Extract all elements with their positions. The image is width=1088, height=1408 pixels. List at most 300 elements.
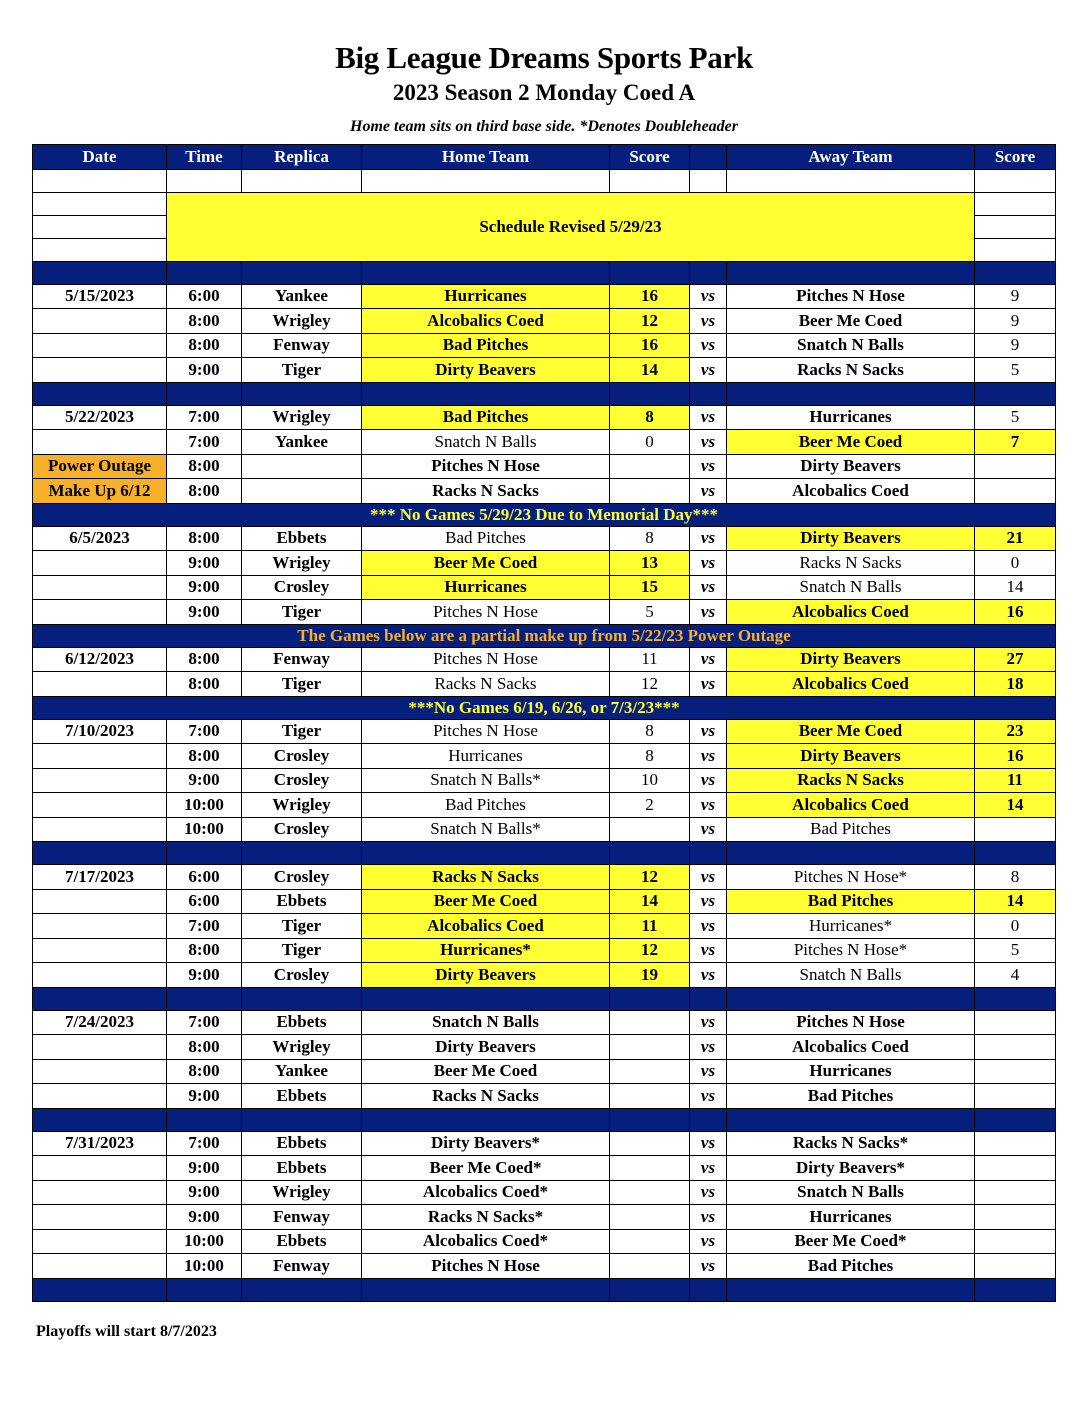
- home-team: Snatch N Balls: [362, 1010, 610, 1035]
- home-team: Snatch N Balls: [362, 430, 610, 455]
- away-team: Beer Me Coed: [727, 430, 975, 455]
- home-score: 12: [610, 938, 690, 963]
- header-away-score: Score: [975, 145, 1056, 170]
- away-score: 18: [975, 672, 1056, 697]
- game-replica: Fenway: [242, 647, 362, 672]
- game-replica: Tiger: [242, 938, 362, 963]
- home-score: 8: [610, 719, 690, 744]
- game-replica: Ebbets: [242, 1084, 362, 1109]
- game-time: 9:00: [167, 551, 242, 576]
- game-time: 8:00: [167, 454, 242, 479]
- game-replica: Ebbets: [242, 1010, 362, 1035]
- game-replica: Tiger: [242, 914, 362, 939]
- home-team: Alcobalics Coed: [362, 309, 610, 334]
- home-score: 16: [610, 333, 690, 358]
- away-team: Alcobalics Coed: [727, 479, 975, 504]
- away-score: [975, 1156, 1056, 1181]
- cell: [33, 215, 167, 238]
- home-score: 8: [610, 405, 690, 430]
- game-replica: Wrigley: [242, 551, 362, 576]
- game-time: 7:00: [167, 430, 242, 455]
- game-date: [33, 1156, 167, 1181]
- page-title: Big League Dreams Sports Park: [335, 40, 753, 75]
- game-row: [33, 793, 1056, 818]
- game-time: 8:00: [167, 479, 242, 504]
- away-team: Pitches N Hose: [727, 284, 975, 309]
- cell: [33, 169, 167, 192]
- vs-label: vs: [690, 672, 727, 697]
- home-team: Racks N Sacks: [362, 1084, 610, 1109]
- header-home-score: Score: [610, 145, 690, 170]
- vs-label: vs: [690, 575, 727, 600]
- game-replica: Ebbets: [242, 889, 362, 914]
- game-date: [33, 551, 167, 576]
- header-replica: Replica: [242, 145, 362, 170]
- game-time: 9:00: [167, 1205, 242, 1230]
- game-date: [33, 1229, 167, 1254]
- away-team: Pitches N Hose*: [727, 938, 975, 963]
- game-replica: Crosley: [242, 817, 362, 842]
- game-date: Power Outage: [33, 454, 167, 479]
- schedule-table: [32, 144, 1056, 1302]
- home-team: Racks N Sacks*: [362, 1205, 610, 1230]
- game-date: [33, 309, 167, 334]
- home-score: [610, 1084, 690, 1109]
- away-score: 9: [975, 309, 1056, 334]
- away-score: 9: [975, 284, 1056, 309]
- game-replica: [242, 479, 362, 504]
- home-score: [610, 1254, 690, 1279]
- home-score: 14: [610, 358, 690, 383]
- away-score: [975, 1229, 1056, 1254]
- home-score: 19: [610, 963, 690, 988]
- game-time: 7:00: [167, 405, 242, 430]
- away-score: 8: [975, 865, 1056, 890]
- game-row: [33, 1156, 1056, 1181]
- game-date: [33, 914, 167, 939]
- game-date: [33, 963, 167, 988]
- game-date: [33, 1205, 167, 1230]
- cell: [33, 238, 167, 261]
- revised-banner: Schedule Revised 5/29/23: [167, 192, 975, 261]
- header-time: Time: [167, 145, 242, 170]
- home-team: Beer Me Coed: [362, 551, 610, 576]
- home-team: Bad Pitches: [362, 793, 610, 818]
- vs-label: vs: [690, 865, 727, 890]
- separator-row: [33, 1278, 1056, 1301]
- game-replica: Ebbets: [242, 526, 362, 551]
- home-team: Hurricanes: [362, 284, 610, 309]
- game-row: [33, 430, 1056, 455]
- game-replica: Crosley: [242, 865, 362, 890]
- cell: [33, 192, 167, 215]
- home-team: Beer Me Coed: [362, 1059, 610, 1084]
- notice-nogames: ***No Games 6/19, 6/26, or 7/3/23***: [33, 696, 1056, 719]
- vs-label: vs: [690, 358, 727, 383]
- home-score: [610, 1180, 690, 1205]
- home-score: [610, 817, 690, 842]
- vs-label: vs: [690, 719, 727, 744]
- game-date: [33, 575, 167, 600]
- home-team: Alcobalics Coed*: [362, 1180, 610, 1205]
- game-time: 9:00: [167, 1156, 242, 1181]
- away-score: [975, 1180, 1056, 1205]
- game-replica: Wrigley: [242, 793, 362, 818]
- game-time: 10:00: [167, 1254, 242, 1279]
- vs-label: vs: [690, 430, 727, 455]
- game-date: Make Up 6/12: [33, 479, 167, 504]
- home-team: Pitches N Hose: [362, 719, 610, 744]
- away-score: 23: [975, 719, 1056, 744]
- game-replica: Ebbets: [242, 1229, 362, 1254]
- home-team: Snatch N Balls*: [362, 768, 610, 793]
- game-time: 7:00: [167, 719, 242, 744]
- vs-label: vs: [690, 405, 727, 430]
- game-row: [33, 963, 1056, 988]
- home-score: 8: [610, 526, 690, 551]
- game-row: [33, 600, 1056, 625]
- home-score: 8: [610, 744, 690, 769]
- away-team: Hurricanes: [727, 1205, 975, 1230]
- game-date: [33, 793, 167, 818]
- game-date: [33, 1254, 167, 1279]
- home-score: 2: [610, 793, 690, 818]
- game-replica: Fenway: [242, 1254, 362, 1279]
- away-team: Bad Pitches: [727, 889, 975, 914]
- cell: [975, 169, 1056, 192]
- game-date: [33, 1180, 167, 1205]
- game-row: [33, 358, 1056, 383]
- vs-label: vs: [690, 963, 727, 988]
- vs-label: vs: [690, 284, 727, 309]
- home-team: Alcobalics Coed: [362, 914, 610, 939]
- away-score: 0: [975, 914, 1056, 939]
- vs-label: vs: [690, 1035, 727, 1060]
- away-score: [975, 1084, 1056, 1109]
- game-time: 9:00: [167, 1180, 242, 1205]
- home-team: Alcobalics Coed*: [362, 1229, 610, 1254]
- game-row: [33, 1084, 1056, 1109]
- home-score: 12: [610, 672, 690, 697]
- game-row: [33, 1131, 1056, 1156]
- game-row: [33, 284, 1056, 309]
- game-row: [33, 938, 1056, 963]
- home-team: Racks N Sacks: [362, 672, 610, 697]
- home-score: [610, 454, 690, 479]
- away-score: [975, 454, 1056, 479]
- home-score: [610, 479, 690, 504]
- game-time: 8:00: [167, 1059, 242, 1084]
- notice-row-nogames: [33, 696, 1056, 719]
- game-replica: Fenway: [242, 333, 362, 358]
- away-score: 16: [975, 744, 1056, 769]
- game-replica: Crosley: [242, 744, 362, 769]
- game-row: [33, 1205, 1056, 1230]
- away-team: Alcobalics Coed: [727, 793, 975, 818]
- home-score: 12: [610, 865, 690, 890]
- game-replica: Tiger: [242, 358, 362, 383]
- away-team: Beer Me Coed: [727, 719, 975, 744]
- home-team: Snatch N Balls*: [362, 817, 610, 842]
- home-team: Bad Pitches: [362, 405, 610, 430]
- vs-label: vs: [690, 793, 727, 818]
- game-time: 8:00: [167, 309, 242, 334]
- game-time: 8:00: [167, 938, 242, 963]
- game-time: 6:00: [167, 284, 242, 309]
- away-score: [975, 1254, 1056, 1279]
- game-row: [33, 551, 1056, 576]
- game-time: 8:00: [167, 1035, 242, 1060]
- home-score: [610, 1035, 690, 1060]
- away-team: Beer Me Coed: [727, 309, 975, 334]
- away-team: Dirty Beavers: [727, 454, 975, 479]
- game-time: 6:00: [167, 889, 242, 914]
- game-date: [33, 1084, 167, 1109]
- game-time: 9:00: [167, 768, 242, 793]
- vs-label: vs: [690, 938, 727, 963]
- notice-memorial: *** No Games 5/29/23 Due to Memorial Day***: [33, 503, 1056, 526]
- away-score: [975, 1035, 1056, 1060]
- away-score: 16: [975, 600, 1056, 625]
- home-team: Dirty Beavers*: [362, 1131, 610, 1156]
- game-replica: Yankee: [242, 1059, 362, 1084]
- home-score: 15: [610, 575, 690, 600]
- game-row: [33, 817, 1056, 842]
- away-team: Bad Pitches: [727, 1084, 975, 1109]
- away-score: [975, 1010, 1056, 1035]
- home-team: Pitches N Hose: [362, 600, 610, 625]
- separator-row: [33, 382, 1056, 405]
- cell: [362, 169, 610, 192]
- game-time: 7:00: [167, 1010, 242, 1035]
- vs-label: vs: [690, 889, 727, 914]
- away-score: [975, 1131, 1056, 1156]
- game-replica: Tiger: [242, 719, 362, 744]
- game-replica: Ebbets: [242, 1131, 362, 1156]
- vs-label: vs: [690, 1254, 727, 1279]
- home-score: 13: [610, 551, 690, 576]
- playoffs-note: Playoffs will start 8/7/2023: [36, 1323, 217, 1340]
- game-row: [33, 526, 1056, 551]
- game-time: 9:00: [167, 575, 242, 600]
- cell: [975, 238, 1056, 261]
- game-replica: Fenway: [242, 1205, 362, 1230]
- vs-label: vs: [690, 1084, 727, 1109]
- header-home-team: Home Team: [362, 145, 610, 170]
- game-date: 5/22/2023: [33, 405, 167, 430]
- vs-label: vs: [690, 1205, 727, 1230]
- away-score: 5: [975, 405, 1056, 430]
- vs-label: vs: [690, 1156, 727, 1181]
- home-team: Dirty Beavers: [362, 358, 610, 383]
- home-team: Beer Me Coed: [362, 889, 610, 914]
- game-time: 10:00: [167, 793, 242, 818]
- game-replica: Yankee: [242, 430, 362, 455]
- vs-label: vs: [690, 333, 727, 358]
- game-row: [33, 865, 1056, 890]
- away-team: Hurricanes*: [727, 914, 975, 939]
- game-time: 9:00: [167, 600, 242, 625]
- game-date: [33, 744, 167, 769]
- away-score: 0: [975, 551, 1056, 576]
- blank-row: [33, 169, 1056, 192]
- cell: [975, 215, 1056, 238]
- game-replica: Crosley: [242, 768, 362, 793]
- cell: [975, 192, 1056, 215]
- home-team: Pitches N Hose: [362, 1254, 610, 1279]
- game-row: [33, 1180, 1056, 1205]
- game-row: [33, 1059, 1056, 1084]
- away-score: 11: [975, 768, 1056, 793]
- home-score: 11: [610, 647, 690, 672]
- away-score: 5: [975, 358, 1056, 383]
- away-team: Alcobalics Coed: [727, 600, 975, 625]
- vs-label: vs: [690, 914, 727, 939]
- game-replica: Ebbets: [242, 1156, 362, 1181]
- away-team: Dirty Beavers: [727, 526, 975, 551]
- home-team: Pitches N Hose: [362, 454, 610, 479]
- away-team: Bad Pitches: [727, 1254, 975, 1279]
- away-score: [975, 817, 1056, 842]
- away-team: Dirty Beavers: [727, 647, 975, 672]
- notice-row-memorial: [33, 503, 1056, 526]
- game-replica: Wrigley: [242, 1035, 362, 1060]
- header-away-team: Away Team: [727, 145, 975, 170]
- game-time: 10:00: [167, 817, 242, 842]
- vs-label: vs: [690, 647, 727, 672]
- home-team: Bad Pitches: [362, 526, 610, 551]
- away-score: 4: [975, 963, 1056, 988]
- game-row: [33, 719, 1056, 744]
- game-date: [33, 430, 167, 455]
- home-score: 10: [610, 768, 690, 793]
- separator-row: [33, 261, 1056, 284]
- away-team: Racks N Sacks: [727, 768, 975, 793]
- away-team: Beer Me Coed*: [727, 1229, 975, 1254]
- vs-label: vs: [690, 817, 727, 842]
- away-score: 21: [975, 526, 1056, 551]
- game-date: 7/10/2023: [33, 719, 167, 744]
- schedule-note: Home team sits on third base side. *Denotes Doubleheader: [350, 118, 738, 135]
- cell: [167, 169, 242, 192]
- separator-row: [33, 1108, 1056, 1131]
- game-time: 9:00: [167, 963, 242, 988]
- vs-label: vs: [690, 1131, 727, 1156]
- game-row: [33, 333, 1056, 358]
- home-team: Racks N Sacks: [362, 479, 610, 504]
- away-score: 7: [975, 430, 1056, 455]
- vs-label: vs: [690, 600, 727, 625]
- away-team: Hurricanes: [727, 405, 975, 430]
- game-replica: Wrigley: [242, 1180, 362, 1205]
- game-row: [33, 1254, 1056, 1279]
- game-time: 7:00: [167, 914, 242, 939]
- away-team: Racks N Sacks: [727, 358, 975, 383]
- vs-label: vs: [690, 744, 727, 769]
- vs-label: vs: [690, 1010, 727, 1035]
- away-score: [975, 1059, 1056, 1084]
- game-row: [33, 479, 1056, 504]
- game-replica: Crosley: [242, 575, 362, 600]
- away-score: 14: [975, 575, 1056, 600]
- cell: [242, 169, 362, 192]
- away-team: Racks N Sacks: [727, 551, 975, 576]
- vs-label: vs: [690, 1059, 727, 1084]
- game-date: [33, 358, 167, 383]
- away-team: Snatch N Balls: [727, 963, 975, 988]
- notice-makeup: The Games below are a partial make up from 5/22/23 Power Outage: [33, 624, 1056, 647]
- game-date: 6/12/2023: [33, 647, 167, 672]
- home-team: Hurricanes: [362, 744, 610, 769]
- away-score: 27: [975, 647, 1056, 672]
- cell: [610, 169, 690, 192]
- away-score: [975, 1205, 1056, 1230]
- game-date: 7/24/2023: [33, 1010, 167, 1035]
- home-score: 5: [610, 600, 690, 625]
- game-date: 7/17/2023: [33, 865, 167, 890]
- game-row: [33, 672, 1056, 697]
- home-team: Racks N Sacks: [362, 865, 610, 890]
- vs-label: vs: [690, 454, 727, 479]
- home-team: Dirty Beavers: [362, 963, 610, 988]
- away-team: Snatch N Balls: [727, 1180, 975, 1205]
- header-date: Date: [33, 145, 167, 170]
- away-score: [975, 479, 1056, 504]
- home-score: 0: [610, 430, 690, 455]
- vs-label: vs: [690, 551, 727, 576]
- game-row: [33, 309, 1056, 334]
- away-team: Pitches N Hose: [727, 1010, 975, 1035]
- game-row: [33, 454, 1056, 479]
- separator-row: [33, 987, 1056, 1010]
- vs-label: vs: [690, 479, 727, 504]
- header-row: [33, 145, 1056, 170]
- game-time: 9:00: [167, 1084, 242, 1109]
- away-score: 9: [975, 333, 1056, 358]
- game-date: [33, 672, 167, 697]
- page-subtitle: 2023 Season 2 Monday Coed A: [392, 80, 696, 105]
- header-vs: [690, 145, 727, 170]
- away-team: Dirty Beavers*: [727, 1156, 975, 1181]
- home-score: 11: [610, 914, 690, 939]
- game-replica: Tiger: [242, 672, 362, 697]
- away-team: Pitches N Hose*: [727, 865, 975, 890]
- game-replica: Crosley: [242, 963, 362, 988]
- vs-label: vs: [690, 1180, 727, 1205]
- game-date: 5/15/2023: [33, 284, 167, 309]
- vs-label: vs: [690, 768, 727, 793]
- home-team: Pitches N Hose: [362, 647, 610, 672]
- game-row: [33, 744, 1056, 769]
- game-date: [33, 1059, 167, 1084]
- game-replica: [242, 454, 362, 479]
- home-team: Beer Me Coed*: [362, 1156, 610, 1181]
- game-date: [33, 1035, 167, 1060]
- game-time: 10:00: [167, 1229, 242, 1254]
- home-score: [610, 1156, 690, 1181]
- game-date: [33, 889, 167, 914]
- away-score: 14: [975, 889, 1056, 914]
- cell: [727, 169, 975, 192]
- game-time: 6:00: [167, 865, 242, 890]
- home-team: Bad Pitches: [362, 333, 610, 358]
- vs-label: vs: [690, 526, 727, 551]
- vs-label: vs: [690, 1229, 727, 1254]
- game-time: 8:00: [167, 333, 242, 358]
- game-row: [33, 1010, 1056, 1035]
- notice-row-makeup: [33, 624, 1056, 647]
- away-team: Racks N Sacks*: [727, 1131, 975, 1156]
